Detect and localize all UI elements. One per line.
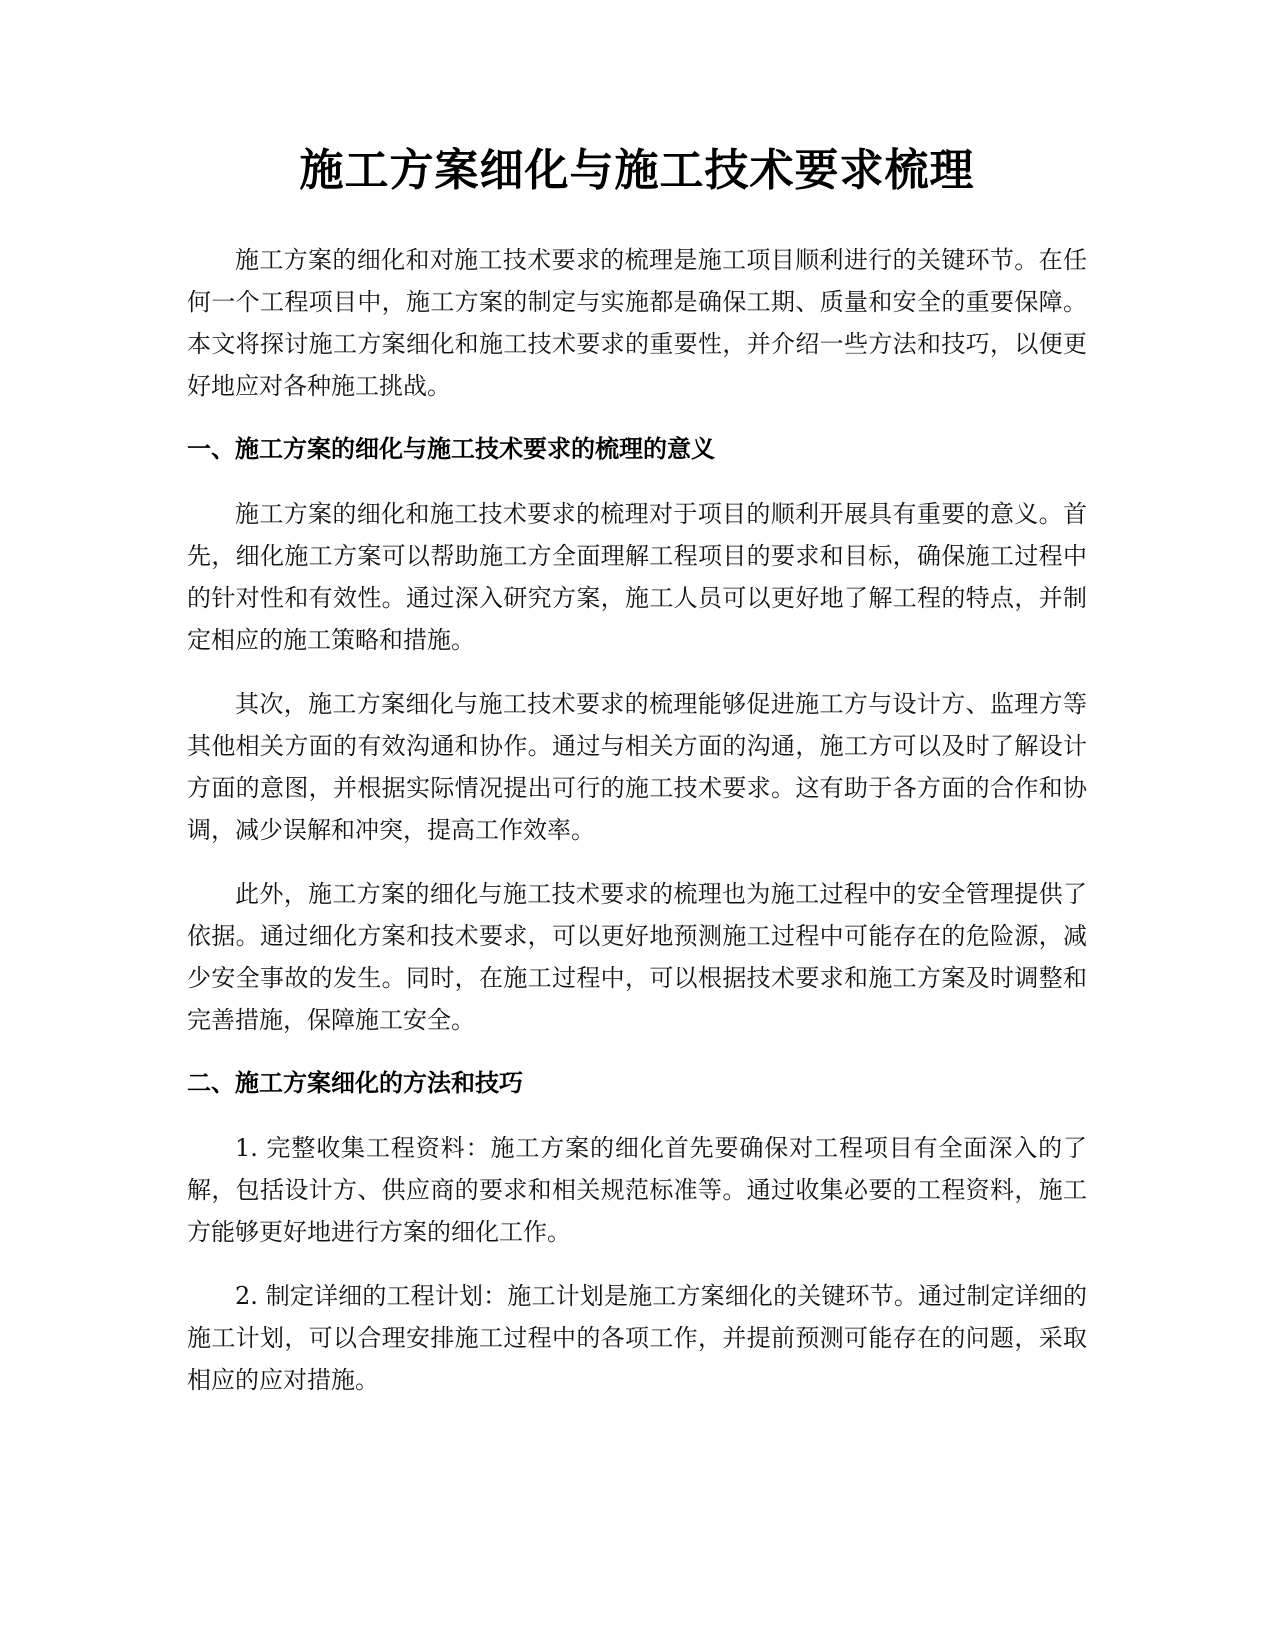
document-title: 施工方案细化与施工技术要求梳理 xyxy=(299,145,975,196)
intro-paragraph: 施工方案的细化和对施工技术要求的梳理是施工项目顺利进行的关键环节。在任何一个工程项目中，施工方案的制定与实施都是确保工期、质量和安全的重要保障。本文将探讨施工方案细化和施工技术要求的重要性，并介绍一些方法和技巧，以便更好地应对各种施工挑战。 xyxy=(187,246,1087,400)
section-1-heading: 一、施工方案的细化与施工技术要求的梳理的意义 xyxy=(187,435,715,463)
section-1-paragraph-1: 施工方案的细化和施工技术要求的梳理对于项目的顺利开展具有重要的意义。首先，细化施工方案可以帮助施工方全面理解工程项目的要求和目标，确保施工过程中的针对性和有效性。通过深入研究方案，施工人员可以更好地了解工程的特点，并制定相应的施工策略和措施。 xyxy=(187,500,1087,654)
section-1-paragraph-2: 其次，施工方案细化与施工技术要求的梳理能够促进施工方与设计方、监理方等其他相关方面的有效沟通和协作。通过与相关方面的沟通，施工方可以及时了解设计方面的意图，并根据实际情况提出可行的施工技术要求。这有助于各方面的合作和协调，减少误解和冲突，提高工作效率。 xyxy=(187,690,1087,844)
section-2-item-1: 1. 完整收集工程资料：施工方案的细化首先要确保对工程项目有全面深入的了解，包括设计方、供应商的要求和相关规范标准等。通过收集必要的工程资料，施工方能够更好地进行方案的细化工作。 xyxy=(187,1134,1087,1246)
section-2-item-2: 2. 制定详细的工程计划：施工计划是施工方案细化的关键环节。通过制定详细的施工计划，可以合理安排施工过程中的各项工作，并提前预测可能存在的问题，采取相应的应对措施。 xyxy=(187,1282,1087,1394)
document-body xyxy=(187,141,1087,1401)
section-1-paragraph-3: 此外，施工方案的细化与施工技术要求的梳理也为施工过程中的安全管理提供了依据。通过细化方案和技术要求，可以更好地预测施工过程中可能存在的危险源，减少安全事故的发生。同时，在施工过程中，可以根据技术要求和施工方案及时调整和完善措施，保障施工安全。 xyxy=(187,880,1087,1034)
section-2-heading: 二、施工方案细化的方法和技巧 xyxy=(187,1069,523,1097)
